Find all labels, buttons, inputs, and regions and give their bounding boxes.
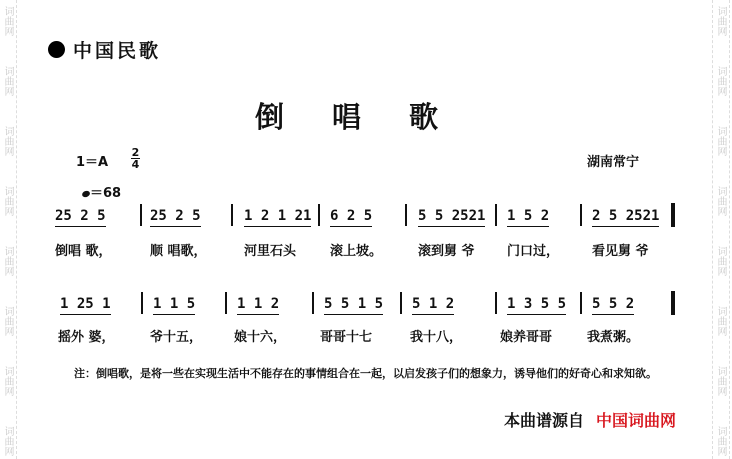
lyric: 摇外 婆， — [58, 330, 115, 345]
lyric: 门口过， — [507, 244, 560, 259]
time-signature — [131, 147, 140, 170]
watermark-text: 词曲网 — [2, 186, 13, 216]
barline — [580, 204, 582, 226]
measure: 6 2 5 — [330, 208, 373, 224]
key-signature: 1＝A — [76, 155, 109, 170]
barline — [580, 292, 582, 314]
lyric: 我煮粥。 — [587, 330, 640, 345]
lyric: 倒唱 歌， — [55, 244, 112, 259]
measure: 1 3 5 5 — [507, 296, 567, 312]
watermark-text: 词曲网 — [715, 126, 726, 156]
measure: 1 2 1 21 — [244, 208, 312, 224]
measure: 1 25 1 — [60, 296, 111, 312]
lyric: 娘十六， — [234, 330, 287, 345]
time-signature-bottom: 4 — [131, 158, 140, 171]
barline — [140, 204, 142, 226]
watermark-text: 词曲网 — [2, 126, 13, 156]
measure: 25 2 5 — [55, 208, 106, 224]
bullet-icon — [48, 41, 65, 58]
measure: 5 5 2 — [592, 296, 635, 312]
lyric: 看见舅 爷 — [592, 244, 649, 259]
barline — [225, 292, 227, 314]
watermark-text: 词曲网 — [715, 6, 726, 36]
barline — [405, 204, 407, 226]
measure: 5 5 2521 — [418, 208, 486, 224]
watermark-text: 词曲网 — [715, 366, 726, 396]
footnote: 注：倒唱歌，是将一些在实现生活中不能存在的事情组合在一起，以启发孩子们的想象力，诱导他们的好奇心和求知欲。 — [74, 367, 657, 380]
barline — [141, 292, 143, 314]
barline — [671, 203, 675, 227]
watermark-text: 词曲网 — [2, 66, 13, 96]
section-heading — [48, 36, 161, 63]
lyric: 滚上坡。 — [330, 244, 383, 259]
lyric: 娘养哥哥 — [500, 330, 553, 345]
barline — [671, 291, 675, 315]
song-title: 倒唱歌 — [255, 100, 487, 134]
barline — [312, 292, 314, 314]
lyric: 河里石头 — [244, 244, 297, 259]
watermark-text: 词曲网 — [2, 246, 13, 276]
tempo-marking — [82, 182, 121, 201]
barline — [495, 292, 497, 314]
source-site-link[interactable]: 中国词曲网 — [596, 411, 677, 430]
watermark-text: 词曲网 — [2, 306, 13, 336]
watermark-text: 词曲网 — [715, 186, 726, 216]
watermark-text: 词曲网 — [715, 246, 726, 276]
measure: 5 5 1 5 — [324, 296, 384, 312]
watermark-text: 词曲网 — [2, 426, 13, 456]
measure: 5 1 2 — [412, 296, 455, 312]
watermark-text: 词曲网 — [2, 6, 13, 36]
source-credit — [504, 408, 676, 431]
tempo-value: ＝68 — [90, 186, 122, 201]
lyric: 爷十五， — [150, 330, 203, 345]
right-watermark-strip — [712, 0, 730, 459]
watermark-text: 词曲网 — [715, 306, 726, 336]
watermark-text: 词曲网 — [715, 426, 726, 456]
measure: 1 1 5 — [153, 296, 196, 312]
measure: 25 2 5 — [150, 208, 201, 224]
section-label: 中国民歌 — [73, 40, 162, 62]
barline — [400, 292, 402, 314]
watermark-text: 词曲网 — [2, 366, 13, 396]
lyric: 顺 唱歌， — [150, 244, 207, 259]
lyric: 我十八， — [410, 330, 463, 345]
lyric: 滚到舅 爷 — [418, 244, 475, 259]
measure: 1 5 2 — [507, 208, 550, 224]
watermark-text: 词曲网 — [715, 66, 726, 96]
measure: 1 1 2 — [237, 296, 280, 312]
time-signature-top: 2 — [131, 146, 140, 159]
barline — [318, 204, 320, 226]
barline — [231, 204, 233, 226]
barline — [495, 204, 497, 226]
measure: 2 5 2521 — [592, 208, 660, 224]
source-label: 本曲谱源自 — [504, 411, 585, 430]
song-region: 湖南常宁 — [587, 155, 640, 170]
lyric: 哥哥十七 — [320, 330, 373, 345]
left-watermark-strip — [0, 0, 17, 459]
